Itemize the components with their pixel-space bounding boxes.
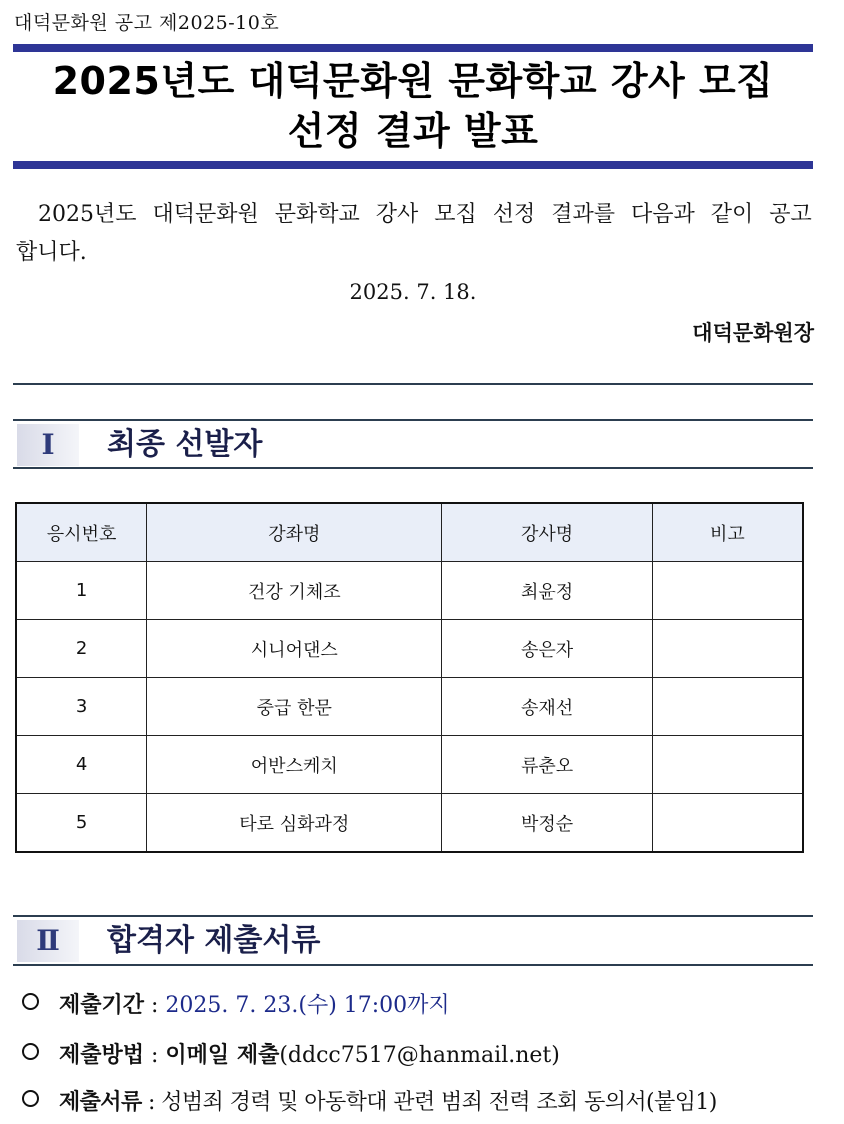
table-row: [16, 736, 803, 794]
item-label: 제출서류: [59, 1090, 142, 1115]
table-row: [16, 678, 803, 736]
cell-remarks: [652, 620, 803, 678]
cell-applicant-no: 2: [16, 620, 147, 678]
selection-table: [15, 502, 804, 853]
document-title-line2: 선정 결과 발표: [287, 109, 539, 153]
divider: [13, 383, 813, 385]
document-title-line1: 2025년도 대덕문화원 문화학교 강사 모집: [52, 59, 774, 103]
cell-remarks: [652, 794, 803, 853]
header-instructor-name: 강사명: [442, 503, 652, 562]
notice-number: 대덕문화원 공고 제2025-10호: [14, 12, 280, 34]
cell-remarks: [652, 736, 803, 794]
bullet-circle-icon: [22, 1090, 39, 1107]
cell-course-name: 타로 심화과정: [147, 794, 442, 853]
section1-top-rule: [13, 419, 813, 421]
submission-deadline: 2025. 7. 23.(수) 17:00까지: [165, 993, 450, 1018]
cell-course-name: 건강 기체조: [147, 562, 442, 620]
section1-bottom-rule: [13, 467, 813, 469]
bullet-circle-icon: [22, 993, 39, 1010]
top-accent-bar: [13, 44, 813, 52]
section2-top-rule: [13, 915, 813, 917]
item-separator: :: [144, 993, 166, 1018]
item-label: 제출방법: [59, 1043, 145, 1068]
submission-method: 이메일 제출: [165, 1043, 280, 1068]
item-separator: :: [141, 1090, 162, 1115]
cell-instructor-name: 최윤정: [442, 562, 652, 620]
cell-instructor-name: 류춘오: [442, 736, 652, 794]
cell-instructor-name: 송재선: [442, 678, 652, 736]
cell-applicant-no: 5: [16, 794, 147, 853]
section2-bottom-rule: [13, 964, 813, 966]
cell-course-name: 시니어댄스: [147, 620, 442, 678]
cell-applicant-no: 1: [16, 562, 147, 620]
submission-documents-item: [22, 1085, 717, 1116]
item-label: 제출기간: [59, 993, 145, 1018]
section2-title: 합격자 제출서류: [107, 923, 321, 958]
table-row: [16, 562, 803, 620]
table-row: [16, 620, 803, 678]
announcement-date: 2025. 7. 18.: [349, 280, 477, 304]
submission-period-item: [22, 988, 450, 1019]
table-row: [16, 794, 803, 853]
header-course-name: 강좌명: [147, 503, 442, 562]
cell-course-name: 중급 한문: [147, 678, 442, 736]
section1-numeral: Ⅰ: [17, 424, 79, 466]
header-remarks: 비고: [652, 503, 803, 562]
cell-applicant-no: 3: [16, 678, 147, 736]
cell-instructor-name: 박정순: [442, 794, 652, 853]
cell-applicant-no: 4: [16, 736, 147, 794]
submission-method-item: [22, 1038, 560, 1069]
submission-documents: 성범죄 경력 및 아동학대 관련 범죄 전력 조회 동의서(붙임1): [161, 1090, 717, 1115]
section1-title: 최종 선발자: [107, 427, 263, 462]
cell-remarks: [652, 678, 803, 736]
header-applicant-no: 응시번호: [16, 503, 147, 562]
cell-remarks: [652, 562, 803, 620]
cell-instructor-name: 송은자: [442, 620, 652, 678]
item-separator: :: [144, 1043, 166, 1068]
submission-email: (ddcc7517@hanmail.net): [279, 1043, 560, 1068]
table-header-row: [16, 503, 803, 562]
intro-paragraph: 2025년도 대덕문화원 문화학교 강사 모집 선정 결과를 다음과 같이 공고합니다.: [16, 202, 812, 265]
section2-numeral: Ⅱ: [17, 920, 79, 962]
bottom-accent-bar: [13, 161, 813, 169]
cell-course-name: 어반스케치: [147, 736, 442, 794]
bullet-circle-icon: [22, 1043, 39, 1060]
signer: 대덕문화원장: [692, 320, 814, 345]
